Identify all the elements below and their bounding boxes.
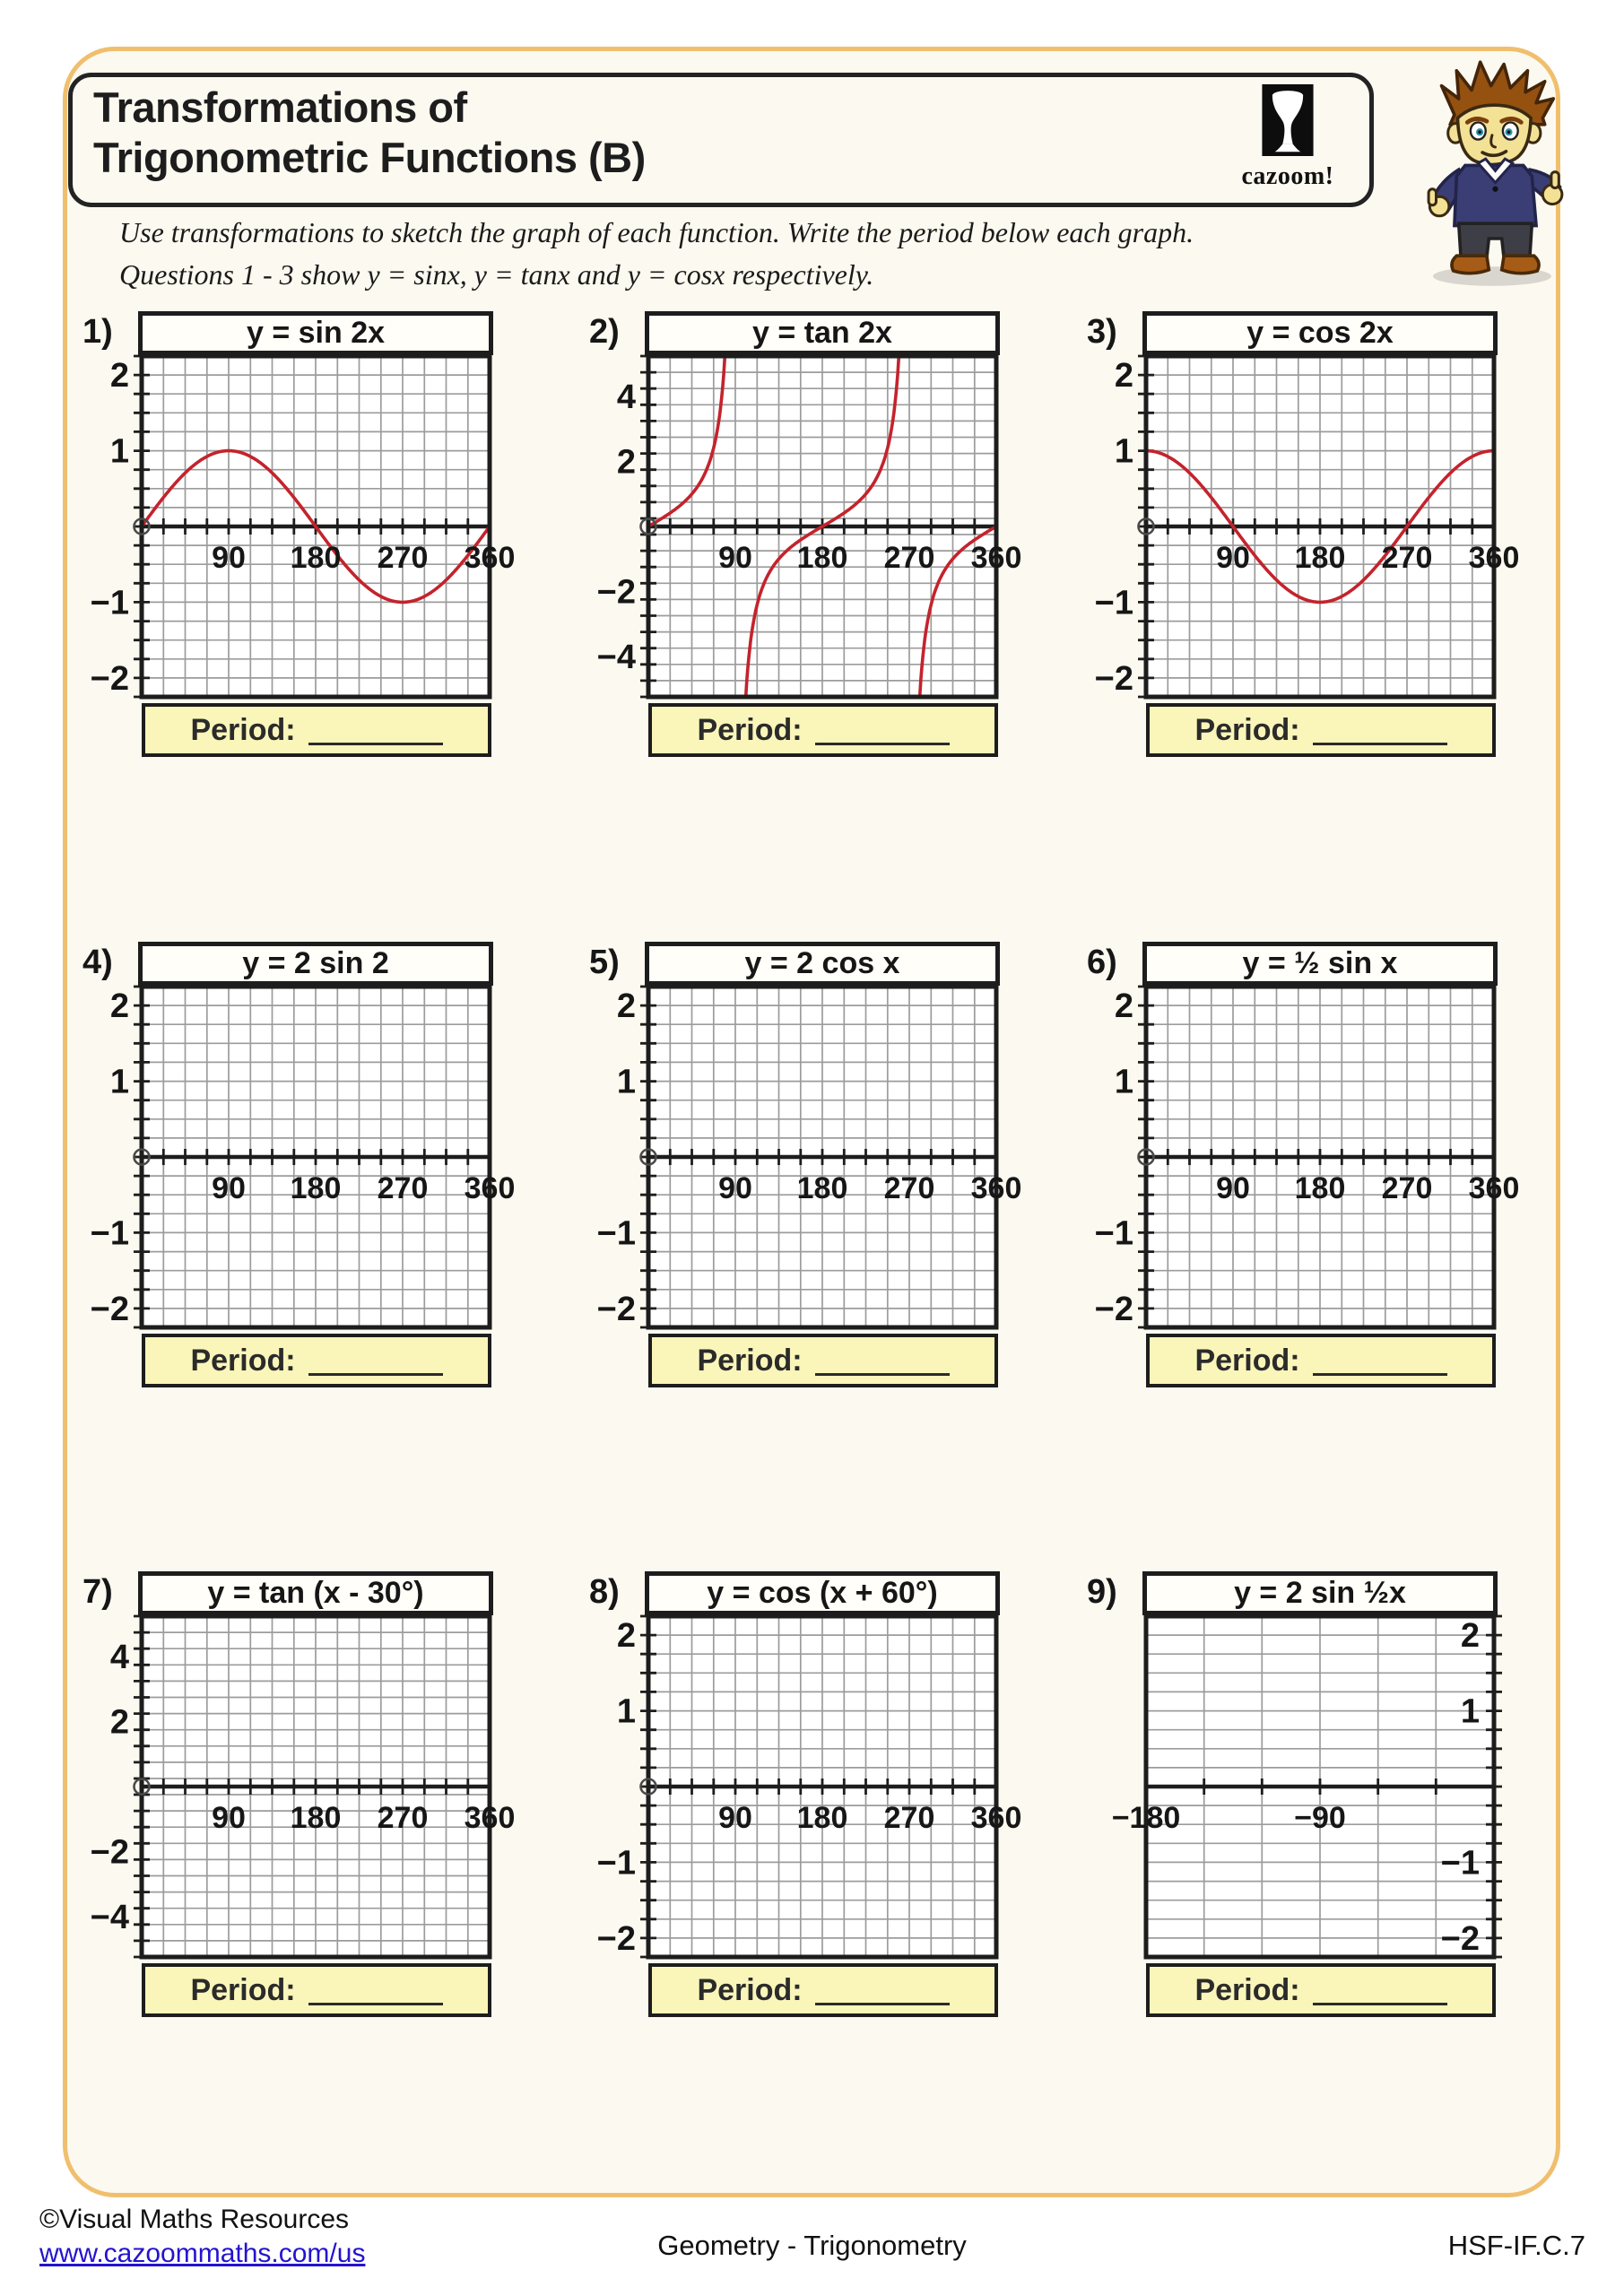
graph-area[interactable] bbox=[598, 349, 1046, 744]
footer-standard-code: HSF-IF.C.7 bbox=[1447, 2230, 1585, 2261]
djembe-drum-icon bbox=[1262, 84, 1314, 156]
period-answer-blank[interactable] bbox=[1313, 1975, 1447, 2005]
svg-text:−2: −2 bbox=[1096, 1290, 1133, 1328]
period-answer-blank[interactable] bbox=[815, 715, 950, 745]
svg-text:270: 270 bbox=[883, 541, 935, 575]
svg-text:180: 180 bbox=[1294, 1171, 1346, 1205]
svg-text:−1: −1 bbox=[598, 1214, 636, 1253]
instructions-line1: Use transformations to sketch the graph of each function. Write the period below each graph. bbox=[119, 216, 1194, 248]
svg-text:1: 1 bbox=[109, 1063, 129, 1101]
graph-canvas[interactable] bbox=[598, 979, 1046, 1374]
svg-text:90: 90 bbox=[212, 541, 246, 575]
footer-copyright: ©Visual Maths Resources bbox=[39, 2205, 350, 2234]
period-answer-blank[interactable] bbox=[1313, 1345, 1447, 1376]
period-label: Period: bbox=[190, 1343, 296, 1378]
svg-text:270: 270 bbox=[883, 1801, 935, 1835]
period-label: Period: bbox=[697, 712, 803, 747]
graph-canvas[interactable] bbox=[91, 349, 540, 744]
svg-text:180: 180 bbox=[290, 541, 342, 575]
svg-text:180: 180 bbox=[1294, 541, 1346, 575]
svg-text:2: 2 bbox=[616, 443, 636, 482]
svg-text:90: 90 bbox=[212, 1171, 246, 1205]
svg-text:360: 360 bbox=[970, 1171, 1022, 1205]
svg-text:270: 270 bbox=[1381, 541, 1433, 575]
period-box bbox=[142, 703, 491, 757]
period-label: Period: bbox=[190, 712, 296, 747]
period-box bbox=[1146, 703, 1496, 757]
period-answer-blank[interactable] bbox=[1313, 715, 1447, 745]
function-title-box: y = cos (x + 60°) bbox=[645, 1571, 1000, 1615]
graph-canvas[interactable] bbox=[1096, 1609, 1544, 2004]
question-number: 4) bbox=[83, 944, 113, 981]
svg-text:180: 180 bbox=[796, 541, 848, 575]
function-title-box: y = 2 cos x bbox=[645, 942, 1000, 986]
svg-text:1: 1 bbox=[1460, 1692, 1480, 1731]
footer-website-link[interactable]: www.cazoommaths.com/us bbox=[39, 2239, 366, 2268]
question-number: 8) bbox=[589, 1573, 620, 1611]
period-label: Period: bbox=[1194, 712, 1300, 747]
period-label: Period: bbox=[697, 1343, 803, 1378]
function-title-box: y = sin 2x bbox=[138, 311, 493, 355]
period-label: Period: bbox=[1194, 1972, 1300, 2007]
svg-text:2: 2 bbox=[1460, 1617, 1480, 1656]
graph-canvas[interactable] bbox=[91, 979, 540, 1374]
question-number: 5) bbox=[589, 944, 620, 981]
svg-text:1: 1 bbox=[616, 1692, 636, 1731]
svg-text:−1: −1 bbox=[91, 584, 129, 622]
svg-text:2: 2 bbox=[616, 987, 636, 1026]
svg-text:90: 90 bbox=[1216, 541, 1250, 575]
svg-text:360: 360 bbox=[464, 1171, 516, 1205]
svg-text:−4: −4 bbox=[91, 1898, 129, 1936]
graph-area[interactable] bbox=[1096, 349, 1544, 744]
graph-canvas[interactable] bbox=[91, 1609, 540, 2004]
question-number: 9) bbox=[1087, 1573, 1117, 1611]
svg-text:1: 1 bbox=[616, 1063, 636, 1101]
period-box bbox=[648, 703, 998, 757]
period-answer-blank[interactable] bbox=[308, 1975, 443, 2005]
svg-text:360: 360 bbox=[970, 1801, 1022, 1835]
svg-text:360: 360 bbox=[970, 541, 1022, 575]
svg-text:360: 360 bbox=[1468, 541, 1520, 575]
period-box bbox=[1146, 1334, 1496, 1387]
function-title-box: y = tan 2x bbox=[645, 311, 1000, 355]
svg-text:360: 360 bbox=[464, 541, 516, 575]
svg-text:1: 1 bbox=[1114, 432, 1133, 471]
graph-canvas[interactable] bbox=[1096, 349, 1544, 744]
function-title-box: y = 2 sin ½x bbox=[1142, 1571, 1498, 1615]
question-number: 6) bbox=[1087, 944, 1117, 981]
svg-text:4: 4 bbox=[109, 1639, 129, 1677]
svg-text:180: 180 bbox=[796, 1171, 848, 1205]
svg-text:−1: −1 bbox=[91, 1214, 129, 1253]
graph-area[interactable] bbox=[598, 1609, 1046, 2004]
period-label: Period: bbox=[1194, 1343, 1300, 1378]
svg-text:−2: −2 bbox=[91, 1833, 129, 1872]
cazoom-logo-text: cazoom! bbox=[1241, 162, 1334, 190]
page-title-line1: Transformations of bbox=[93, 83, 467, 131]
graph-area[interactable] bbox=[1096, 1609, 1544, 2004]
page-title-line2: Trigonometric Functions (B) bbox=[93, 134, 646, 181]
function-title-box: y = tan (x - 30°) bbox=[138, 1571, 493, 1615]
question-number: 7) bbox=[83, 1573, 113, 1611]
period-label: Period: bbox=[697, 1972, 803, 2007]
graph-area[interactable] bbox=[91, 979, 540, 1374]
svg-text:270: 270 bbox=[883, 1171, 935, 1205]
svg-text:90: 90 bbox=[718, 541, 752, 575]
svg-text:−1: −1 bbox=[598, 1844, 636, 1883]
period-box bbox=[648, 1334, 998, 1387]
svg-text:90: 90 bbox=[1216, 1171, 1250, 1205]
cazoom-logo bbox=[1216, 84, 1359, 191]
svg-text:2: 2 bbox=[616, 1617, 636, 1656]
period-answer-blank[interactable] bbox=[308, 1345, 443, 1376]
svg-text:−2: −2 bbox=[598, 573, 636, 612]
svg-text:2: 2 bbox=[109, 1703, 129, 1742]
question-number: 1) bbox=[83, 313, 113, 351]
svg-text:−1: −1 bbox=[1440, 1844, 1480, 1883]
period-answer-blank[interactable] bbox=[308, 715, 443, 745]
svg-text:180: 180 bbox=[796, 1801, 848, 1835]
svg-text:270: 270 bbox=[1381, 1171, 1433, 1205]
svg-text:−2: −2 bbox=[1440, 1919, 1480, 1958]
svg-text:1: 1 bbox=[109, 432, 129, 471]
period-box bbox=[1146, 1963, 1496, 2017]
period-box bbox=[648, 1963, 998, 2017]
svg-text:−4: −4 bbox=[598, 638, 636, 676]
svg-text:−90: −90 bbox=[1294, 1801, 1346, 1835]
period-label: Period: bbox=[190, 1972, 296, 2007]
function-title-box: y = cos 2x bbox=[1142, 311, 1498, 355]
svg-text:4: 4 bbox=[616, 378, 636, 417]
function-title-box: y = ½ sin x bbox=[1142, 942, 1498, 986]
graph-area[interactable] bbox=[91, 1609, 540, 2004]
svg-text:−2: −2 bbox=[598, 1290, 636, 1328]
svg-text:270: 270 bbox=[377, 1171, 429, 1205]
page-title bbox=[93, 83, 646, 183]
instructions-line2: Questions 1 - 3 show y = sinx, y = tanx and y = cosx respectively. bbox=[119, 258, 874, 291]
svg-text:1: 1 bbox=[1114, 1063, 1133, 1101]
svg-text:90: 90 bbox=[718, 1801, 752, 1835]
question-number: 3) bbox=[1087, 313, 1117, 351]
svg-text:270: 270 bbox=[377, 1801, 429, 1835]
period-box bbox=[142, 1334, 491, 1387]
graph-canvas[interactable] bbox=[1096, 979, 1544, 1374]
graph-area[interactable] bbox=[1096, 979, 1544, 1374]
graph-area[interactable] bbox=[91, 349, 540, 744]
footer-topic: Geometry - Trigonometry bbox=[657, 2230, 967, 2261]
svg-text:2: 2 bbox=[1114, 987, 1133, 1026]
svg-text:−2: −2 bbox=[1096, 659, 1133, 698]
question-number: 2) bbox=[589, 313, 620, 351]
svg-text:−2: −2 bbox=[91, 1290, 129, 1328]
period-answer-blank[interactable] bbox=[815, 1345, 950, 1376]
svg-text:−2: −2 bbox=[598, 1919, 636, 1958]
svg-text:90: 90 bbox=[718, 1171, 752, 1205]
graph-area[interactable] bbox=[598, 979, 1046, 1374]
svg-text:360: 360 bbox=[1468, 1171, 1520, 1205]
svg-text:2: 2 bbox=[1114, 357, 1133, 396]
svg-text:90: 90 bbox=[212, 1801, 246, 1835]
svg-text:360: 360 bbox=[464, 1801, 516, 1835]
graph-canvas[interactable] bbox=[598, 1609, 1046, 2004]
graph-canvas[interactable] bbox=[598, 349, 1046, 744]
period-box bbox=[142, 1963, 491, 2017]
svg-text:2: 2 bbox=[109, 357, 129, 396]
svg-text:270: 270 bbox=[377, 541, 429, 575]
svg-text:−2: −2 bbox=[91, 659, 129, 698]
svg-text:2: 2 bbox=[109, 987, 129, 1026]
svg-text:180: 180 bbox=[290, 1171, 342, 1205]
svg-text:−1: −1 bbox=[1096, 584, 1133, 622]
svg-text:−180: −180 bbox=[1111, 1801, 1181, 1835]
instructions bbox=[119, 212, 1194, 296]
mascot-boy-illustration bbox=[1385, 56, 1605, 287]
svg-text:−1: −1 bbox=[1096, 1214, 1133, 1253]
period-answer-blank[interactable] bbox=[815, 1975, 950, 2005]
function-title-box: y = 2 sin 2 bbox=[138, 942, 493, 986]
svg-text:180: 180 bbox=[290, 1801, 342, 1835]
